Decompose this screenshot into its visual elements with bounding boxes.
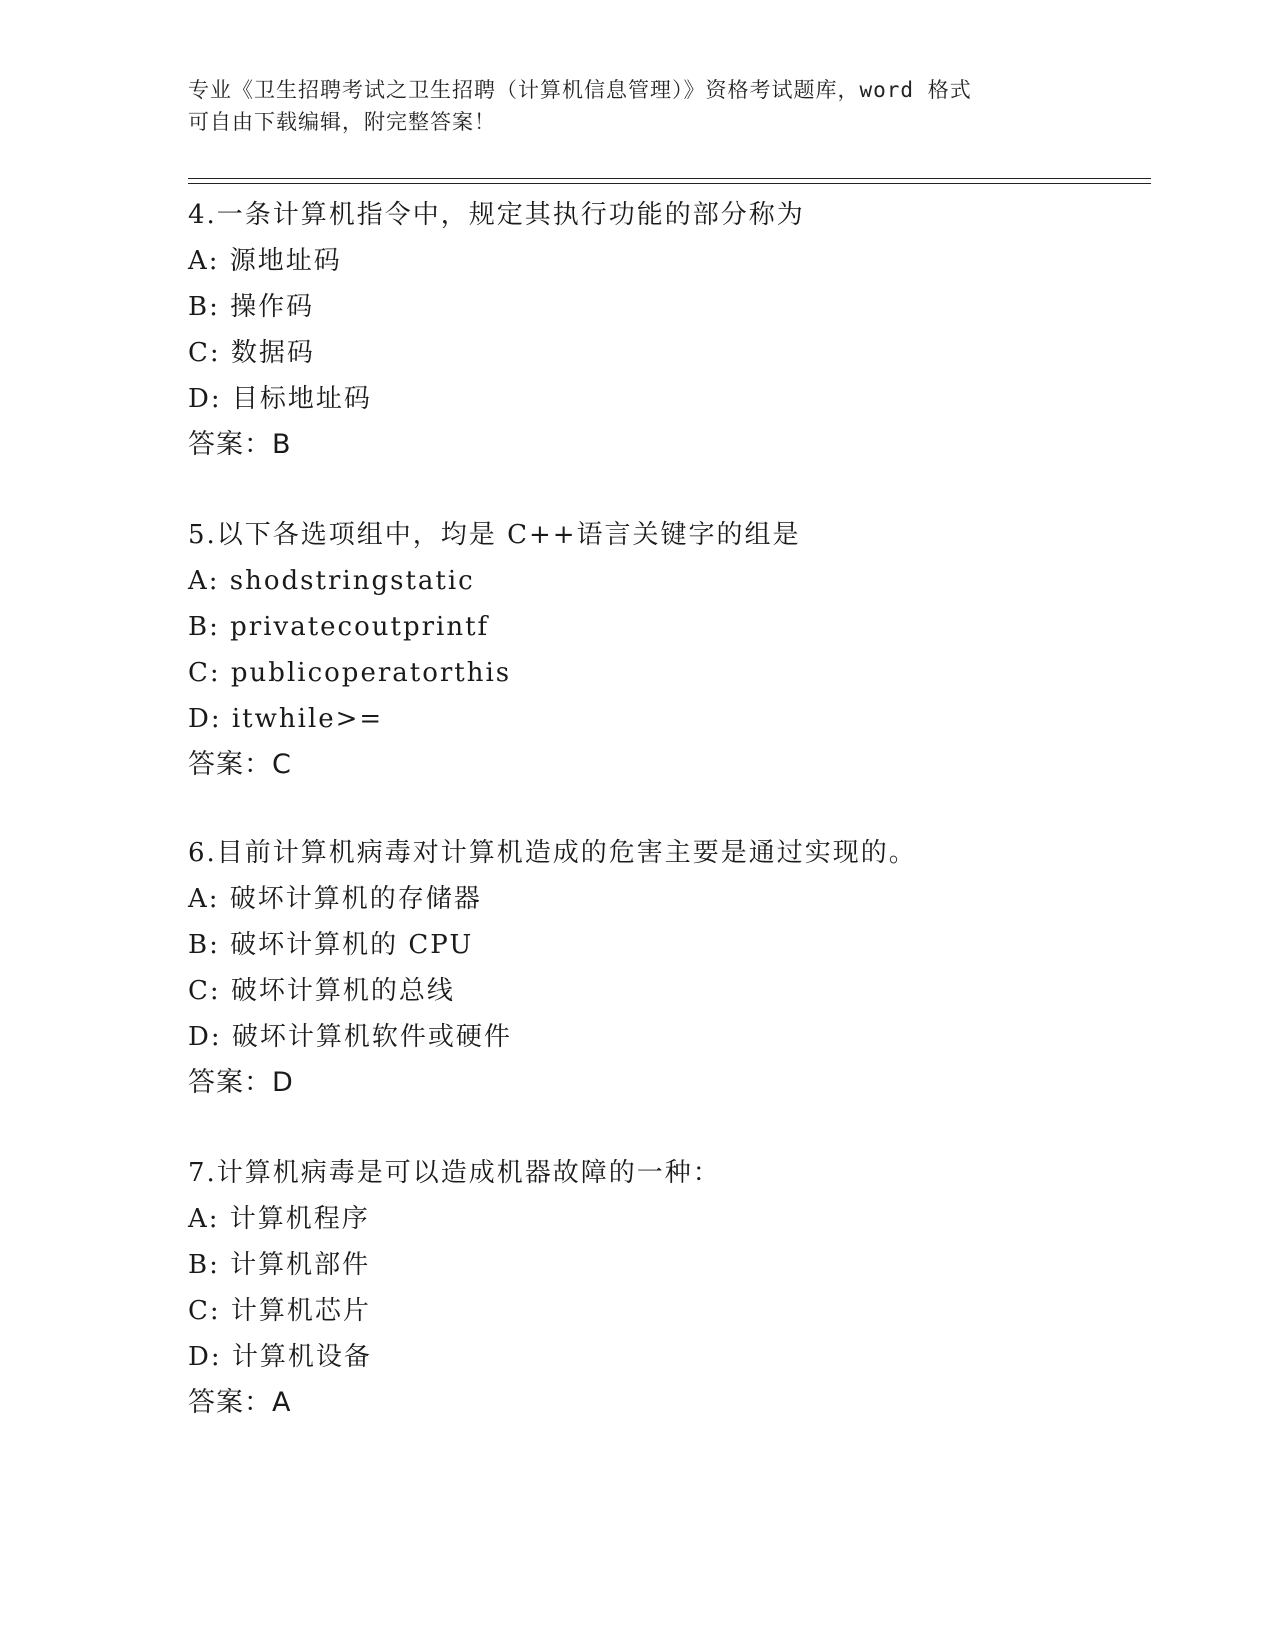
question-7 xyxy=(188,1150,1148,1426)
option-d: D: 计算机设备 xyxy=(188,1342,372,1372)
option-c: C: 数据码 xyxy=(188,338,315,368)
question-5 xyxy=(188,512,1148,788)
answer-label: 答案：B xyxy=(188,429,292,460)
question-4 xyxy=(188,192,1148,468)
header-divider-bottom xyxy=(188,183,1151,184)
question-6 xyxy=(188,830,1148,1106)
option-a: A: shodstringstatic xyxy=(188,566,475,596)
answer-label: 答案：C xyxy=(188,749,292,780)
header-line-2: 可自由下载编辑，附完整答案！ xyxy=(188,110,496,134)
option-d: D: itwhile>= xyxy=(188,704,384,734)
question-stem: 6.目前计算机病毒对计算机造成的危害主要是通过实现的。 xyxy=(188,838,917,868)
header-divider-top xyxy=(188,178,1151,179)
option-b: B: 操作码 xyxy=(188,292,315,322)
option-b: B: privatecoutprintf xyxy=(188,612,490,642)
option-c: C: 破坏计算机的总线 xyxy=(188,976,455,1006)
answer-label: 答案：D xyxy=(188,1067,294,1098)
question-stem: 7.计算机病毒是可以造成机器故障的一种： xyxy=(188,1158,721,1188)
option-b: B: 计算机部件 xyxy=(188,1250,371,1280)
option-c: C: publicoperatorthis xyxy=(188,658,512,688)
option-a: A: 源地址码 xyxy=(188,246,342,276)
header-line-1: 专业《卫生招聘考试之卫生招聘（计算机信息管理）》资格考试题库，word 格式 xyxy=(188,78,972,102)
question-stem: 5.以下各选项组中，均是 C++语言关键字的组是 xyxy=(188,520,801,550)
document-header xyxy=(188,74,1088,138)
option-b: B: 破坏计算机的 CPU xyxy=(188,930,474,960)
question-stem: 4.一条计算机指令中，规定其执行功能的部分称为 xyxy=(188,200,805,230)
answer-label: 答案：A xyxy=(188,1387,292,1418)
option-c: C: 计算机芯片 xyxy=(188,1296,371,1326)
option-d: D: 破坏计算机软件或硬件 xyxy=(188,1022,512,1052)
option-a: A: 计算机程序 xyxy=(188,1204,370,1234)
option-d: D: 目标地址码 xyxy=(188,384,372,414)
option-a: A: 破坏计算机的存储器 xyxy=(188,884,482,914)
